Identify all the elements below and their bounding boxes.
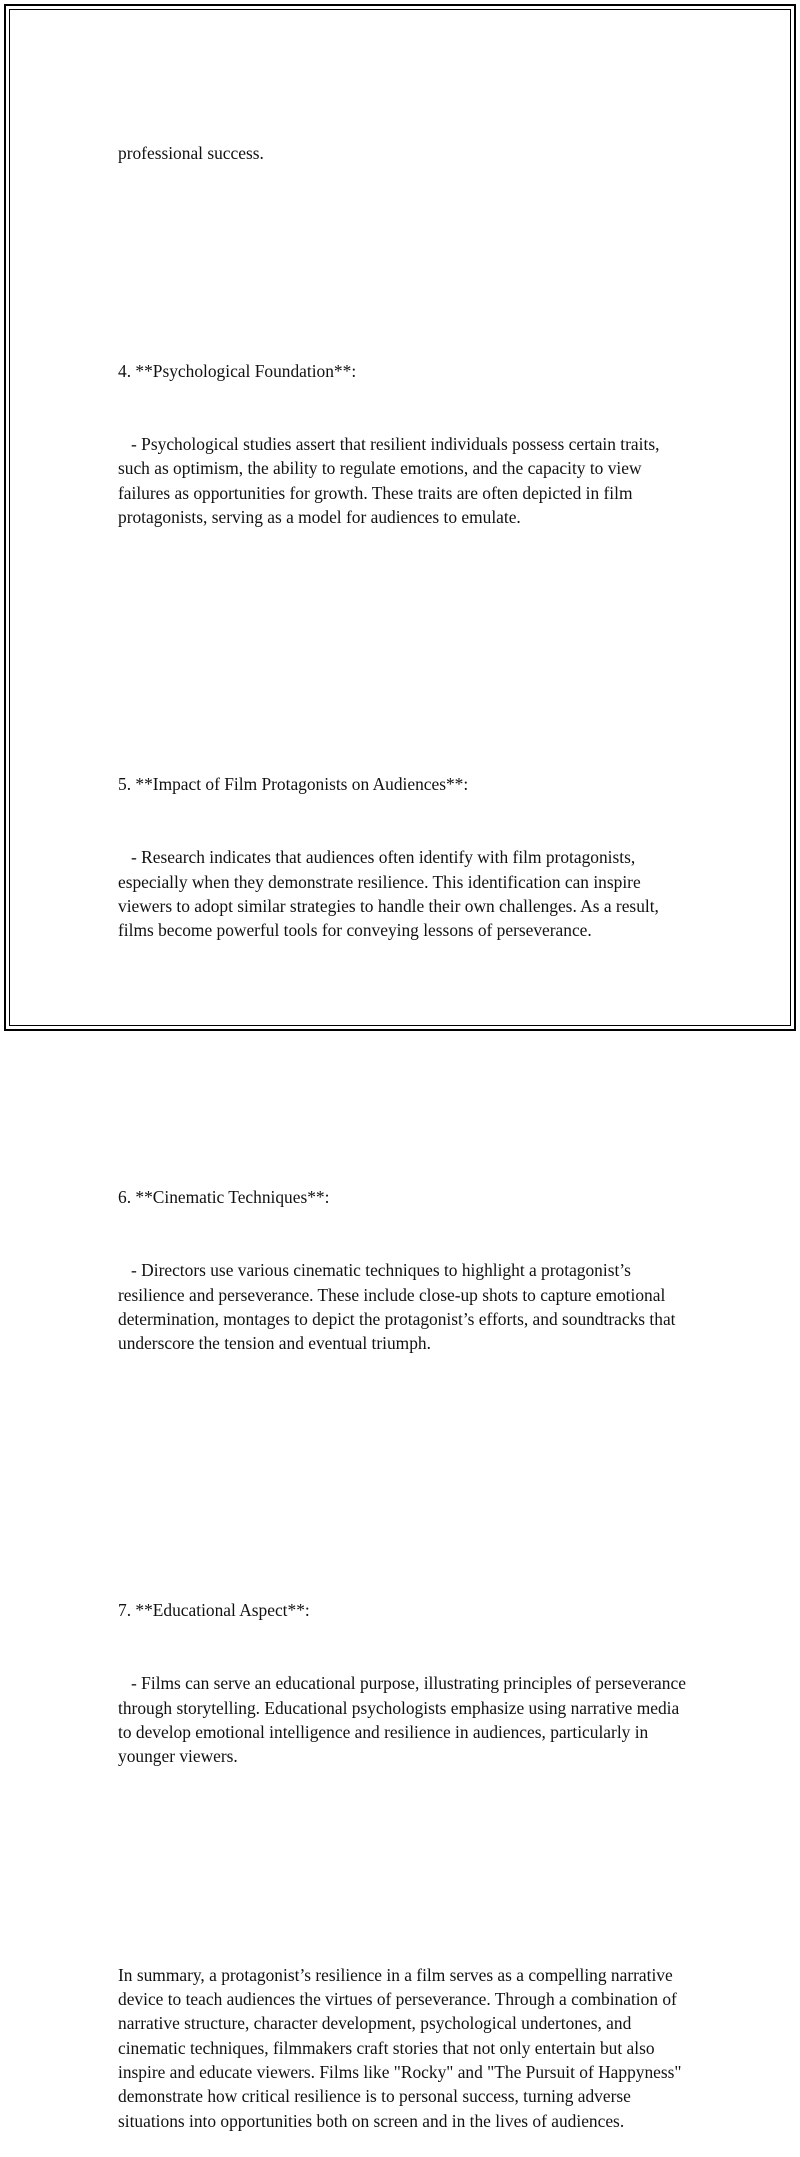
item-heading: 6. **Cinematic Techniques**: bbox=[118, 1187, 330, 1208]
list-item bbox=[118, 311, 688, 578]
paragraph-gap bbox=[118, 627, 688, 651]
paragraph-gap bbox=[118, 1866, 688, 1890]
item-heading: 7. **Educational Aspect**: bbox=[118, 1600, 310, 1621]
item-body: - Psychological studies assert that resilient individuals possess certain traits, such as optimism, the ability to regulate emotions, and the capacity to view failures as opportunities for growth. These traits are often depicted in film protagonists, serving as a model for audiences to emulate. bbox=[118, 434, 664, 528]
list-item bbox=[118, 1550, 691, 1817]
summary-paragraph: In summary, a protagonist’s resilience in a film serves as a compelling narrative device to teach audiences the virtues of perseverance. Through a combination of narrative structure, character development, psychological undertones, and cinematic techniques, filmmakers craft stories that not only entertain but also inspire and educate viewers. Films like "Rocky" and "The Pursuit of Happyness" demonstrate how critical resilience is to personal success, turning adverse situations into opportunities both on screen and in the lives of audiences. bbox=[118, 1964, 686, 2131]
document-body bbox=[118, 92, 691, 2157]
paragraph-gap bbox=[118, 1453, 688, 1477]
paragraph-gap bbox=[118, 1040, 688, 1064]
item-body: - Directors use various cinematic techniques to highlight a protagonist’s resilience and perseverance. These include close-up shots to capture emotional determination, montages to depict the protagonist’s efforts, and soundtracks that underscore the tension and eventual triumph. bbox=[118, 1260, 680, 1354]
item-heading: 4. **Psychological Foundation**: bbox=[118, 361, 357, 382]
item-body: - Films can serve an educational purpose, illustrating principles of perseverance through storytelling. Educational psychologists emphasize using narrative media to develop emotional intelligence and resilience in audiences, particularly in younger viewers. bbox=[118, 1673, 691, 1767]
paragraph-gap bbox=[118, 213, 688, 237]
item-heading: 5. **Impact of Film Protagonists on Audiences**: bbox=[118, 774, 469, 795]
item-body: - Research indicates that audiences often identify with film protagonists, especially when they demonstrate resilience. This identification can inspire viewers to adopt similar strategies to handle their own challenges. As a result, films become powerful tools for conveying lessons of perseverance. bbox=[118, 847, 664, 941]
list-item bbox=[118, 724, 688, 991]
intro-fragment: professional success. bbox=[118, 142, 264, 163]
list-item bbox=[118, 1137, 688, 1404]
